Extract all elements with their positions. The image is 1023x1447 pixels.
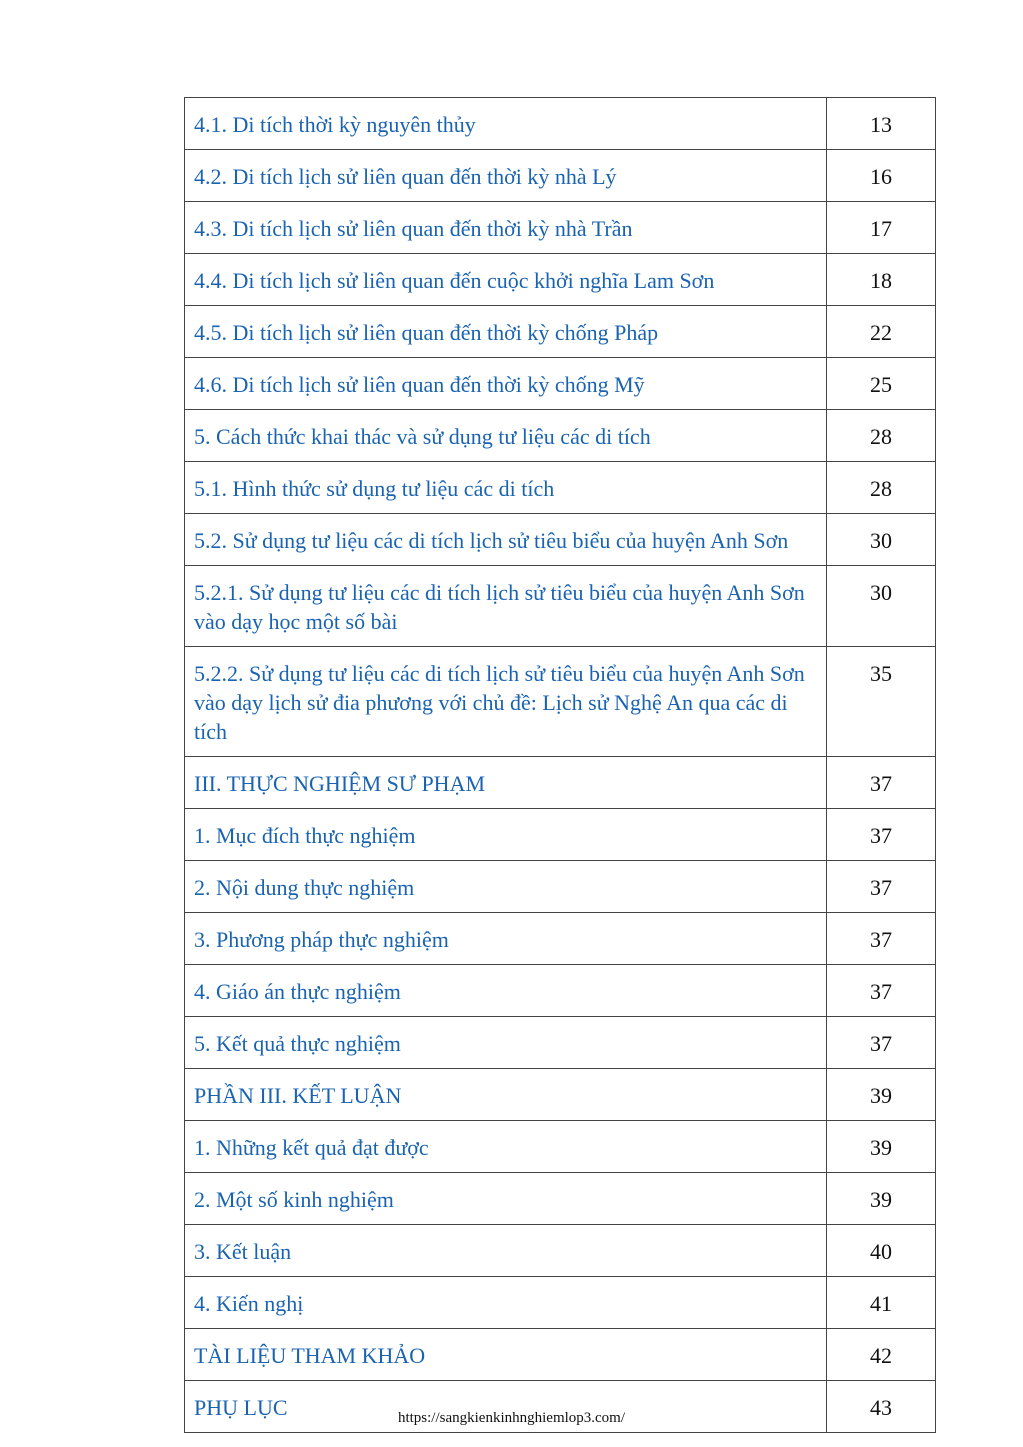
- table-row: [185, 1121, 936, 1173]
- toc-entry-page: 37: [827, 913, 936, 965]
- toc-entry-title: 5.2.2. Sử dụng tư liệu các di tích lịch sử tiêu biểu của huyện Anh Sơn vào dạy lịch sử đia phương với chủ đề: Lịch sử Nghệ An qua các di tích: [185, 647, 827, 757]
- toc-entry-title: 3. Kết luận: [185, 1225, 827, 1277]
- toc-entry-page: 39: [827, 1121, 936, 1173]
- table-row: [185, 1277, 936, 1329]
- toc-entry-title: 4. Giáo án thực nghiệm: [185, 965, 827, 1017]
- table-row: [185, 1173, 936, 1225]
- table-row: [185, 150, 936, 202]
- toc-entry-page: 18: [827, 254, 936, 306]
- toc-entry-page: 39: [827, 1069, 936, 1121]
- toc-entry-page: 30: [827, 566, 936, 647]
- table-row: [185, 306, 936, 358]
- table-row: [185, 514, 936, 566]
- toc-entry-page: 22: [827, 306, 936, 358]
- table-row: [185, 1225, 936, 1277]
- toc-entry-page: 16: [827, 150, 936, 202]
- table-row: [185, 861, 936, 913]
- footer-url: https://sangkienkinhnghiemlop3.com/: [397, 1410, 626, 1426]
- toc-entry-title: 5. Kết quả thực nghiệm: [185, 1017, 827, 1069]
- toc-entry-title: 5.2. Sử dụng tư liệu các di tích lịch sử tiêu biểu của huyện Anh Sơn: [185, 514, 827, 566]
- toc-entry-title: PHỤ LỤC: [185, 1381, 827, 1433]
- toc-entry-page: 41: [827, 1277, 936, 1329]
- table-of-contents: [184, 97, 936, 1433]
- table-row: [185, 462, 936, 514]
- toc-entry-title: PHẦN III. KẾT LUẬN: [185, 1069, 827, 1121]
- toc-entry-page: 35: [827, 647, 936, 757]
- toc-entry-title: TÀI LIỆU THAM KHẢO: [185, 1329, 827, 1381]
- toc-entry-page: 28: [827, 410, 936, 462]
- toc-entry-title: 4.3. Di tích lịch sử liên quan đến thời kỳ nhà Trần: [185, 202, 827, 254]
- toc-entry-title: 1. Mục đích thực nghiệm: [185, 809, 827, 861]
- toc-entry-page: 43: [827, 1381, 936, 1433]
- toc-entry-title: 4.6. Di tích lịch sử liên quan đến thời kỳ chống Mỹ: [185, 358, 827, 410]
- toc-entry-title: 5. Cách thức khai thác và sử dụng tư liệu các di tích: [185, 410, 827, 462]
- table-row: [185, 254, 936, 306]
- toc-entry-page: 37: [827, 1017, 936, 1069]
- table-row: [185, 202, 936, 254]
- toc-entry-title: 5.2.1. Sử dụng tư liệu các di tích lịch sử tiêu biểu của huyện Anh Sơn vào dạy học một số bài: [185, 566, 827, 647]
- toc-body: [185, 98, 936, 1433]
- table-row: [185, 1017, 936, 1069]
- toc-entry-page: 37: [827, 757, 936, 809]
- toc-entry-title: 2. Nội dung thực nghiệm: [185, 861, 827, 913]
- toc-entry-page: 39: [827, 1173, 936, 1225]
- table-row: [185, 98, 936, 150]
- toc-entry-page: 37: [827, 861, 936, 913]
- toc-entry-page: 17: [827, 202, 936, 254]
- toc-entry-title: 2. Một số kinh nghiệm: [185, 1173, 827, 1225]
- toc-entry-page: 40: [827, 1225, 936, 1277]
- toc-entry-page: 28: [827, 462, 936, 514]
- toc-entry-page: 37: [827, 809, 936, 861]
- toc-entry-page: 25: [827, 358, 936, 410]
- table-row: [185, 1329, 936, 1381]
- toc-entry-page: 37: [827, 965, 936, 1017]
- table-row: [185, 647, 936, 757]
- table-row: [185, 965, 936, 1017]
- toc-entry-page: 42: [827, 1329, 936, 1381]
- table-row: [185, 809, 936, 861]
- toc-entry-page: 13: [827, 98, 936, 150]
- toc-entry-title: 4.5. Di tích lịch sử liên quan đến thời kỳ chống Pháp: [185, 306, 827, 358]
- toc-entry-title: 4. Kiến nghị: [185, 1277, 827, 1329]
- toc-entry-title: 1. Những kết quả đạt được: [185, 1121, 827, 1173]
- toc-entry-title: 4.2. Di tích lịch sử liên quan đến thời kỳ nhà Lý: [185, 150, 827, 202]
- table-row: [185, 410, 936, 462]
- toc-entry-title: 4.4. Di tích lịch sử liên quan đến cuộc khởi nghĩa Lam Sơn: [185, 254, 827, 306]
- toc-entry-title: 5.1. Hình thức sử dụng tư liệu các di tích: [185, 462, 827, 514]
- toc-entry-page: 30: [827, 514, 936, 566]
- table-row: [185, 913, 936, 965]
- toc-entry-title: III. THỰC NGHIỆM SƯ PHẠM: [185, 757, 827, 809]
- table-row: [185, 358, 936, 410]
- table-row: [185, 1069, 936, 1121]
- toc-entry-title: 3. Phương pháp thực nghiệm: [185, 913, 827, 965]
- table-row: [185, 757, 936, 809]
- toc-entry-title: 4.1. Di tích thời kỳ nguyên thủy: [185, 98, 827, 150]
- table-row: [185, 566, 936, 647]
